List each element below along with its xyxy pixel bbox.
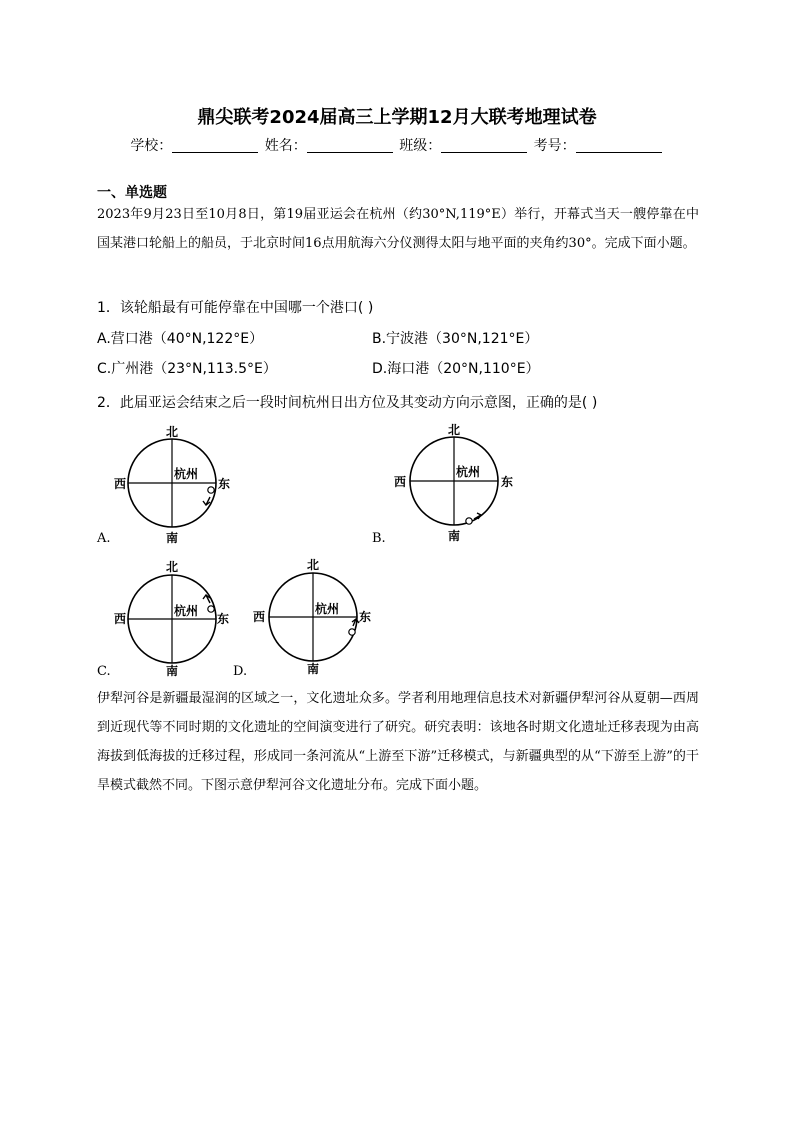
east-label: 东 <box>217 612 230 626</box>
diagram-b[interactable] <box>392 420 517 545</box>
north-label: 北 <box>448 423 461 437</box>
city-label: 杭州 <box>315 602 340 616</box>
q1-option-a[interactable]: A.营口港（40°N,122°E） <box>97 331 264 347</box>
diagram-a[interactable] <box>112 422 237 547</box>
passage-1: 2023年9月23日至10月8日，第19届亚运会在杭州（约30°N,119°E）举行，开幕式当天一艘停靠在中国某港口轮船上的船员，于北京时间16点用航海六分仪测得太阳与地平面的夹角约30°。完成下面小题。 <box>97 207 699 251</box>
diagram-c[interactable] <box>112 557 237 682</box>
east-label: 东 <box>501 475 514 489</box>
sunrise-point <box>349 629 355 635</box>
east-label: 东 <box>218 477 231 491</box>
south-label: 南 <box>307 662 320 676</box>
city-label: 杭州 <box>174 604 199 618</box>
sunrise-point <box>208 487 214 493</box>
south-label: 南 <box>166 531 179 545</box>
name-label: 姓名： <box>264 138 307 154</box>
south-label: 南 <box>166 664 179 678</box>
west-label: 西 <box>394 475 407 489</box>
q2-option-b[interactable]: B. <box>372 531 386 546</box>
number-blank[interactable] <box>576 138 662 153</box>
east-label: 东 <box>359 610 372 624</box>
city-label: 杭州 <box>174 467 199 481</box>
class-blank[interactable] <box>441 138 527 153</box>
north-label: 北 <box>307 558 320 572</box>
q1-option-b[interactable]: B.宁波港（30°N,121°E） <box>372 331 539 347</box>
q2-option-d[interactable]: D. <box>233 664 248 679</box>
west-label: 西 <box>114 612 127 626</box>
north-label: 北 <box>166 560 179 574</box>
question-1-stem: 1．该轮船最有可能停靠在中国哪一个港口( ) <box>97 300 374 316</box>
page-title: 鼎尖联考2024届高三上学期12月大联考地理试卷 <box>197 107 597 128</box>
q2-option-c[interactable]: C. <box>97 664 111 679</box>
question-2-stem: 2．此届亚运会结束之后一段时间杭州日出方位及其变动方向示意图，正确的是( ) <box>97 395 598 411</box>
number-label: 考号： <box>533 138 576 154</box>
sunrise-point <box>466 518 472 524</box>
diagram-d[interactable] <box>251 555 376 680</box>
section-heading: 一、单选题 <box>97 185 167 201</box>
passage-2: 伊犁河谷是新疆最湿润的区域之一，文化遗址众多。学者利用地理信息技术对新疆伊犁河谷从夏朝—西周到近现代等不同时期的文化遗址的空间演变进行了研究。研究表明：该地各时期文化遗址迁移表现为由高海拔到低海拔的迁移过程，形成同一条河流从“上游至下游”迁移模式，与新疆典型的从“下游至上游”的干旱模式截然不同。下图示意伊犁河谷文化遗址分布。完成下面小题。 <box>97 691 699 793</box>
class-label: 班级： <box>399 138 442 154</box>
q2-option-a[interactable]: A. <box>97 531 111 546</box>
sunrise-point <box>208 606 214 612</box>
west-label: 西 <box>253 610 266 624</box>
north-label: 北 <box>166 425 179 439</box>
west-label: 西 <box>114 477 127 491</box>
south-label: 南 <box>448 529 461 543</box>
q1-option-c[interactable]: C.广州港（23°N,113.5°E） <box>97 361 277 377</box>
city-label: 杭州 <box>456 465 481 479</box>
q1-option-d[interactable]: D.海口港（20°N,110°E） <box>372 361 540 377</box>
name-blank[interactable] <box>307 138 393 153</box>
school-label: 学校： <box>130 138 173 154</box>
school-blank[interactable] <box>172 138 258 153</box>
student-info-row <box>0 135 794 155</box>
